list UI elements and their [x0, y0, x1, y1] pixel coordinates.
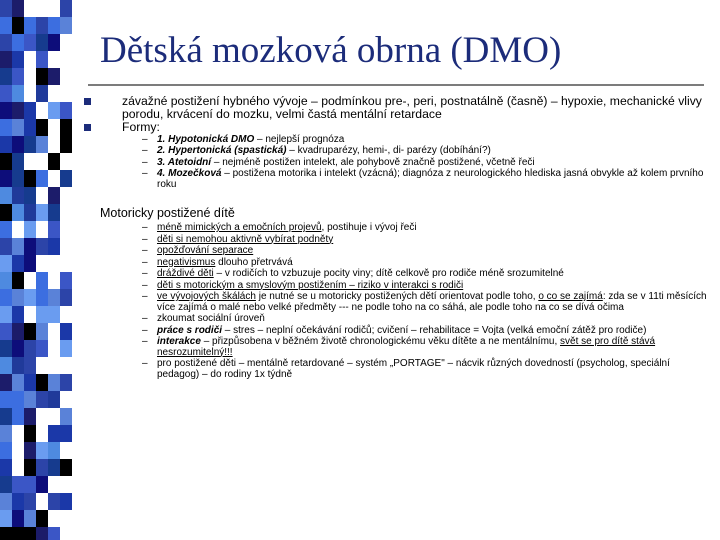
strip-tile	[24, 34, 36, 51]
strip-tile	[36, 459, 48, 476]
strip-tile	[0, 510, 12, 527]
form-item: – 4. Mozečková – postižena motorika i intelekt (vzácná); diagnóza z neurologického hlediska jasná obvykle až kolem prvního roku	[142, 168, 704, 190]
strip-tile	[12, 238, 24, 255]
square-bullet-icon	[84, 98, 91, 105]
strip-tile	[48, 476, 60, 493]
strip-tile	[60, 425, 72, 442]
strip-tile	[0, 493, 12, 510]
strip-tile	[12, 136, 24, 153]
list-item: – interakce – přizpůsobena v běžném životě chronologickému věku dítěte a ne mentálnímu, svět se pro dítě stává nesrozumitelný!!!	[142, 336, 656, 358]
bullet-text: závažné postižení hybného vývoje – podmínkou pre-, peri, postnatálně (časně) – hypoxie, mechanické vlivy porodu, krvácení do mozku, velmi častá mentální retardace	[122, 94, 702, 121]
strip-tile	[24, 221, 36, 238]
strip-tile	[24, 238, 36, 255]
list-item: – dráždivé děti – v rodičích to vzbuzuje pocity viny; dítě celkově pro rodiče méně srozumitelné	[142, 268, 564, 279]
form-term: 3. Atetoidní	[157, 156, 212, 168]
strip-tile	[48, 408, 60, 425]
strip-tile	[24, 85, 36, 102]
strip-tile	[24, 408, 36, 425]
strip-tile	[0, 238, 12, 255]
section-heading: Motoricky postižené dítě	[100, 206, 235, 220]
strip-tile	[12, 255, 24, 272]
strip-tile	[0, 221, 12, 238]
strip-tile	[48, 17, 60, 34]
strip-tile	[60, 17, 72, 34]
strip-tile	[0, 17, 12, 34]
strip-tile	[36, 238, 48, 255]
form-term: 4. Mozečková	[157, 168, 222, 179]
strip-tile	[0, 136, 12, 153]
strip-tile	[48, 425, 60, 442]
strip-tile	[0, 272, 12, 289]
strip-tile	[0, 425, 12, 442]
strip-tile	[24, 425, 36, 442]
strip-column	[0, 0, 12, 540]
strip-tile	[24, 102, 36, 119]
title-underline	[88, 84, 704, 86]
strip-tile	[0, 374, 12, 391]
strip-tile	[24, 136, 36, 153]
strip-tile	[48, 119, 60, 136]
strip-tile	[36, 255, 48, 272]
strip-tile	[60, 323, 72, 340]
strip-tile	[12, 51, 24, 68]
strip-tile	[0, 204, 12, 221]
strip-tile	[48, 136, 60, 153]
strip-tile	[12, 493, 24, 510]
strip-tile	[60, 68, 72, 85]
form-term: 1. Hypotonická DMO	[157, 133, 255, 145]
strip-tile	[60, 408, 72, 425]
strip-tile	[36, 136, 48, 153]
list-item: – negativismus dlouho přetrvává	[142, 256, 293, 268]
strip-tile	[36, 357, 48, 374]
strip-tile	[48, 272, 60, 289]
strip-tile	[36, 187, 48, 204]
strip-tile	[12, 187, 24, 204]
slide-content	[84, 95, 714, 381]
decorative-color-strip	[0, 0, 88, 540]
strip-tile	[24, 442, 36, 459]
strip-tile	[0, 34, 12, 51]
strip-tile	[48, 527, 60, 540]
strip-tile	[60, 391, 72, 408]
strip-tile	[36, 391, 48, 408]
strip-tile	[36, 51, 48, 68]
strip-tile	[24, 357, 36, 374]
strip-tile	[60, 221, 72, 238]
strip-tile	[60, 493, 72, 510]
strip-tile	[48, 51, 60, 68]
strip-tile	[36, 85, 48, 102]
strip-tile	[48, 153, 60, 170]
strip-tile	[0, 306, 12, 323]
strip-column	[12, 0, 24, 540]
strip-tile	[12, 17, 24, 34]
strip-tile	[24, 340, 36, 357]
strip-tile	[48, 289, 60, 306]
strip-tile	[0, 357, 12, 374]
strip-tile	[12, 0, 24, 17]
list-item: – pro postižené děti – mentálně retardované – systém „PORTAGE" – nácvik různých dovedností (psycholog, speciální pedagog) – do rodiny 1x týdně	[142, 358, 670, 380]
strip-tile	[48, 34, 60, 51]
strip-tile	[60, 357, 72, 374]
strip-tile	[36, 221, 48, 238]
strip-tile	[12, 425, 24, 442]
strip-tile	[0, 187, 12, 204]
strip-tile	[0, 391, 12, 408]
strip-tile	[48, 255, 60, 272]
strip-tile	[0, 408, 12, 425]
strip-tile	[48, 493, 60, 510]
list-item: – méně mimických a emočních projevů, postihuje i vývoj řeči	[142, 222, 417, 233]
strip-column	[48, 0, 60, 540]
strip-tile	[12, 323, 24, 340]
strip-tile	[12, 68, 24, 85]
strip-tile	[12, 391, 24, 408]
strip-tile	[24, 323, 36, 340]
strip-tile	[12, 510, 24, 527]
strip-tile	[48, 391, 60, 408]
strip-tile	[0, 68, 12, 85]
strip-tile	[0, 170, 12, 187]
strip-tile	[60, 340, 72, 357]
strip-tile	[36, 340, 48, 357]
strip-tile	[48, 374, 60, 391]
list-item: – zkoumat sociální úroveň	[142, 313, 265, 324]
strip-tile	[12, 272, 24, 289]
strip-tile	[24, 493, 36, 510]
strip-tile	[24, 391, 36, 408]
strip-tile	[60, 306, 72, 323]
strip-tile	[60, 187, 72, 204]
strip-tile	[24, 306, 36, 323]
strip-tile	[24, 255, 36, 272]
strip-tile	[12, 459, 24, 476]
strip-tile	[12, 476, 24, 493]
list-item: – opožďování separace	[142, 245, 254, 256]
strip-tile	[60, 0, 72, 17]
strip-tile	[12, 357, 24, 374]
strip-tile	[0, 51, 12, 68]
bullet-label: Formy:	[122, 120, 160, 134]
strip-tile	[36, 17, 48, 34]
strip-tile	[12, 85, 24, 102]
strip-tile	[24, 51, 36, 68]
strip-tile	[36, 476, 48, 493]
strip-tile	[12, 153, 24, 170]
strip-tile	[24, 459, 36, 476]
strip-tile	[48, 85, 60, 102]
strip-tile	[12, 34, 24, 51]
strip-tile	[12, 408, 24, 425]
strip-tile	[60, 510, 72, 527]
strip-tile	[36, 204, 48, 221]
strip-tile	[24, 204, 36, 221]
strip-tile	[36, 306, 48, 323]
strip-tile	[60, 272, 72, 289]
strip-tile	[60, 289, 72, 306]
strip-tile	[60, 153, 72, 170]
strip-tile	[48, 340, 60, 357]
strip-tile	[0, 476, 12, 493]
strip-tile	[48, 187, 60, 204]
strip-tile	[36, 34, 48, 51]
strip-tile	[24, 187, 36, 204]
strip-tile	[0, 255, 12, 272]
strip-tile	[60, 255, 72, 272]
strip-tile	[60, 476, 72, 493]
strip-tile	[0, 85, 12, 102]
strip-tile	[0, 442, 12, 459]
strip-tile	[36, 425, 48, 442]
strip-tile	[24, 374, 36, 391]
strip-tile	[36, 289, 48, 306]
strip-tile	[60, 102, 72, 119]
strip-tile	[48, 357, 60, 374]
strip-tile	[36, 510, 48, 527]
list-item: – děti si nemohou aktivně vybírat podněty	[142, 233, 334, 245]
strip-tile	[0, 527, 12, 540]
strip-tile	[12, 119, 24, 136]
strip-tile	[36, 374, 48, 391]
strip-tile	[12, 221, 24, 238]
strip-tile	[48, 459, 60, 476]
strip-tile	[60, 238, 72, 255]
strip-tile	[60, 527, 72, 540]
strip-tile	[24, 510, 36, 527]
strip-tile	[24, 527, 36, 540]
strip-tile	[24, 170, 36, 187]
strip-tile	[24, 17, 36, 34]
strip-tile	[36, 272, 48, 289]
list-item: – děti s motorickým a smyslovým postižením – riziko v interakci s rodiči	[142, 279, 464, 291]
strip-tile	[60, 119, 72, 136]
strip-tile	[36, 527, 48, 540]
strip-tile	[0, 153, 12, 170]
strip-tile	[12, 374, 24, 391]
strip-tile	[12, 102, 24, 119]
strip-tile	[60, 204, 72, 221]
strip-tile	[36, 493, 48, 510]
strip-tile	[48, 510, 60, 527]
strip-column	[60, 0, 72, 540]
strip-tile	[12, 204, 24, 221]
strip-tile	[48, 68, 60, 85]
strip-tile	[24, 68, 36, 85]
slide-title: Dětská mozková obrna (DMO)	[100, 30, 562, 71]
strip-tile	[12, 442, 24, 459]
strip-tile	[36, 153, 48, 170]
strip-tile	[24, 119, 36, 136]
strip-tile	[12, 340, 24, 357]
square-bullet-icon	[84, 124, 91, 131]
bullet-causes	[84, 95, 714, 120]
list-item: – ve vývojových škálách je nutné se u motoricky postižených dětí orientovat podle toho, o co se zajímá: zda se v 11ti měsících více zajímá o malé nebo velké předměty --- ne podle toho na co sáhá, ale podle toho na co se dívá očima	[142, 291, 707, 313]
strip-column	[24, 0, 36, 540]
strip-tile	[48, 0, 60, 17]
strip-tile	[36, 170, 48, 187]
strip-tile	[36, 102, 48, 119]
strip-tile	[0, 0, 12, 17]
strip-tile	[60, 442, 72, 459]
strip-tile	[36, 0, 48, 17]
strip-tile	[0, 323, 12, 340]
form-item: – 3. Atetoidní – nejméně postižen intelekt, ale pohybově značně postižené, včetně řeči	[142, 156, 535, 168]
strip-tile	[36, 119, 48, 136]
strip-tile	[24, 153, 36, 170]
strip-tile	[60, 374, 72, 391]
strip-tile	[60, 34, 72, 51]
strip-tile	[60, 459, 72, 476]
strip-tile	[24, 0, 36, 17]
strip-tile	[48, 238, 60, 255]
strip-tile	[48, 204, 60, 221]
strip-tile	[0, 102, 12, 119]
strip-tile	[24, 272, 36, 289]
strip-tile	[60, 85, 72, 102]
strip-tile	[36, 68, 48, 85]
strip-tile	[60, 51, 72, 68]
form-item: – 1. Hypotonická DMO – nejlepší prognóza	[142, 133, 345, 145]
strip-tile	[60, 136, 72, 153]
strip-tile	[48, 221, 60, 238]
strip-tile	[48, 170, 60, 187]
strip-tile	[48, 102, 60, 119]
strip-tile	[60, 170, 72, 187]
strip-tile	[48, 306, 60, 323]
form-item: – 2. Hypertonická (spastická) – kvadruparézy, hemi-, di- parézy (dobíhání?)	[142, 145, 491, 156]
strip-tile	[0, 289, 12, 306]
bullet-forms	[84, 121, 714, 134]
strip-tile	[12, 289, 24, 306]
strip-tile	[36, 323, 48, 340]
strip-tile	[0, 340, 12, 357]
strip-tile	[48, 442, 60, 459]
strip-tile	[12, 170, 24, 187]
strip-tile	[0, 459, 12, 476]
list-item: – práce s rodiči – stres – neplní očekávání rodičů; cvičení – rehabilitace = Vojta (velká emoční zátěž pro rodiče)	[142, 324, 647, 336]
strip-tile	[0, 119, 12, 136]
strip-tile	[12, 527, 24, 540]
strip-tile	[36, 408, 48, 425]
strip-tile	[36, 442, 48, 459]
strip-tile	[24, 289, 36, 306]
strip-tile	[12, 306, 24, 323]
strip-column	[36, 0, 48, 540]
form-term: 2. Hypertonická (spastická)	[157, 145, 287, 156]
strip-tile	[24, 476, 36, 493]
strip-tile	[48, 323, 60, 340]
